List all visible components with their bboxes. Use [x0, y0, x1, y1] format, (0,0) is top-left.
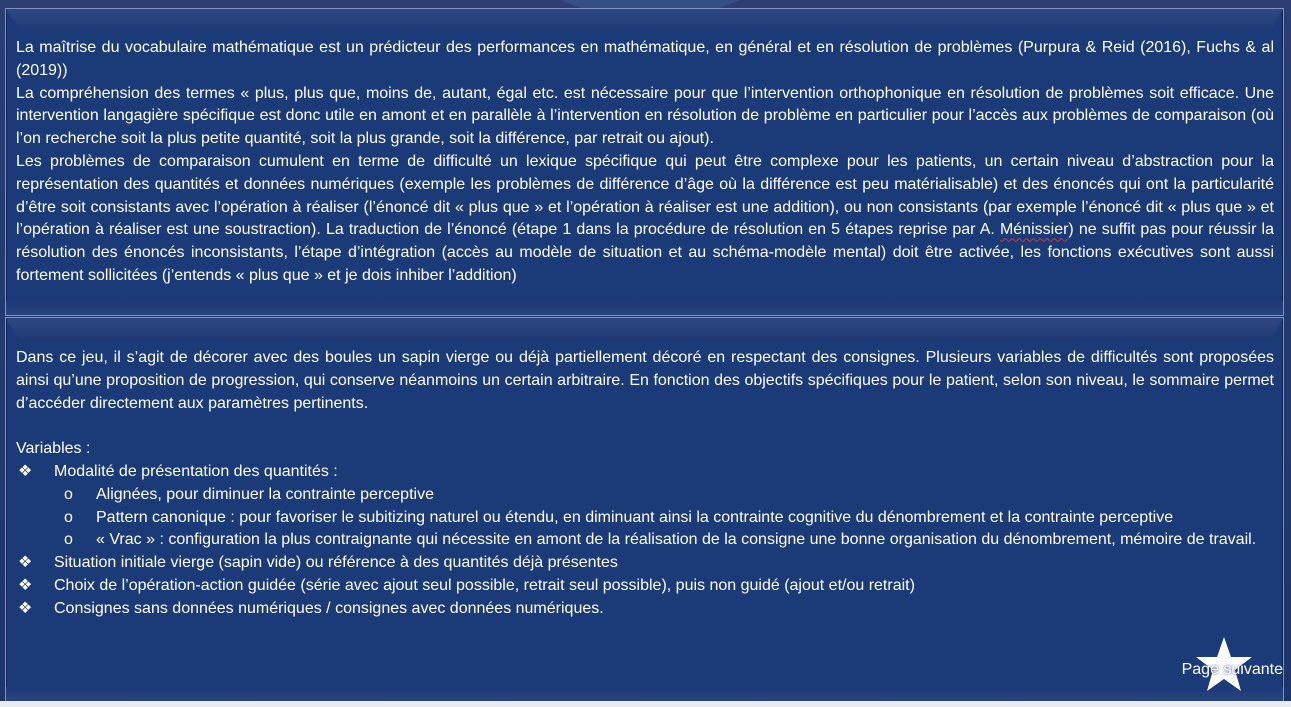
sub-list-item: o « Vrac » : configuration la plus contraignante qui nécessite en amont de la réalisation de la consigne une bonne organisation du dénombrement, mémoire de travail.: [16, 529, 1274, 552]
circle-bullet-icon: o: [64, 508, 73, 526]
next-page-button[interactable]: [1173, 635, 1283, 697]
list-item: ❖ Situation initiale vierge (sapin vide) ou référence à des quantités déjà présentes: [16, 552, 1274, 575]
sub-list-item: o Alignées, pour diminuer la contrainte perceptive: [16, 484, 1274, 507]
info-panel-game: [5, 317, 1284, 702]
list-item: ❖ Choix de l’opération-action guidée (série avec ajout seul possible, retrait seul possible), puis non guidé (ajout et/ou retrait): [16, 575, 1274, 598]
bottom-edge: [0, 701, 1291, 707]
next-page-label: Page suivante: [1181, 661, 1283, 678]
info-panel-vocabulary: [5, 8, 1284, 316]
misspelled-author-name: Ménissier: [999, 221, 1069, 239]
game-intro: Dans ce jeu, il s’agit de décorer avec des boules un sapin vierge ou déjà partiellement décoré en respectant des consignes. Plusieurs variables de difficultés sont proposées ainsi qu’une proposition de progression, qui conserve néanmoins un certain arbitraire. En fonction des objectifs spécifiques pour le patient, selon son niveau, le sommaire permet d’accéder directement aux paramètres pertinents.: [16, 349, 1274, 412]
list-item: ❖ Consignes sans données numériques / consignes avec données numériques.: [16, 598, 1274, 621]
paragraph-1: La maîtrise du vocabulaire mathématique est un prédicteur des performances en mathématique, en général et en résolution de problèmes (Purpura & Reid (2016), Fuchs & al (2019)): [16, 39, 1274, 79]
paragraph-3: Les problèmes de comparaison cumulent en terme de difficulté un lexique spécifique qui peut être complexe pour les patients, un certain niveau d’abstraction pour la représentation des quantités et données numériques (exemple les problèmes de différence d’âge où la différence est peu matérialisable) et des énoncés qui ont la particularité d’être soit consistants avec l’opération à réaliser (l’énoncé dit « plus que » et l’opération à réaliser est une addition), ou non consistants (par exemple l’énoncé dit « plus que » et l’opération à réaliser est une soustraction). La traduction de l’énoncé (étape 1 dans la procédure de résolution en 5 étapes reprise par A. Ménissier) ne suffit pas pour réussir la résolution des énoncés inconsistants, l’étape d’intégration (accès au modèle de situation et au schéma-modèle mental) doit être activée, les fonctions exécutives sont aussi fortement sollicitées (j’entends « plus que » et je dois inhiber l’addition): [16, 152, 1275, 284]
diamond-bullet-icon: ❖: [18, 462, 33, 480]
diamond-bullet-icon: ❖: [18, 554, 33, 572]
diamond-bullet-icon: ❖: [18, 599, 33, 617]
paragraph-2: La compréhension des termes « plus, plus que, moins de, autant, égal etc. est nécessaire pour que l’intervention orthophonique en résolution de problèmes soit efficace. Une intervention langagière spécifique est donc utile en amont et en parallèle à l’intervention en résolution de problème en particulier pour l’accès aux problèmes de comparaison (où l’on recherche soit la plus petite quantité, soit la plus grande, soit la différence, par retrait ou ajout).: [16, 84, 1274, 148]
variables-heading: Variables :: [16, 440, 91, 458]
circle-bullet-icon: o: [64, 531, 73, 549]
sub-list-item: o Pattern canonique : pour favoriser le subitizing naturel ou étendu, en diminuant ainsi la contrainte cognitive du dénombrement et la contrainte perceptive: [16, 507, 1274, 530]
diamond-bullet-icon: ❖: [18, 576, 33, 594]
list-item: ❖ Modalité de présentation des quantités :: [16, 461, 1274, 484]
circle-bullet-icon: o: [64, 485, 73, 503]
